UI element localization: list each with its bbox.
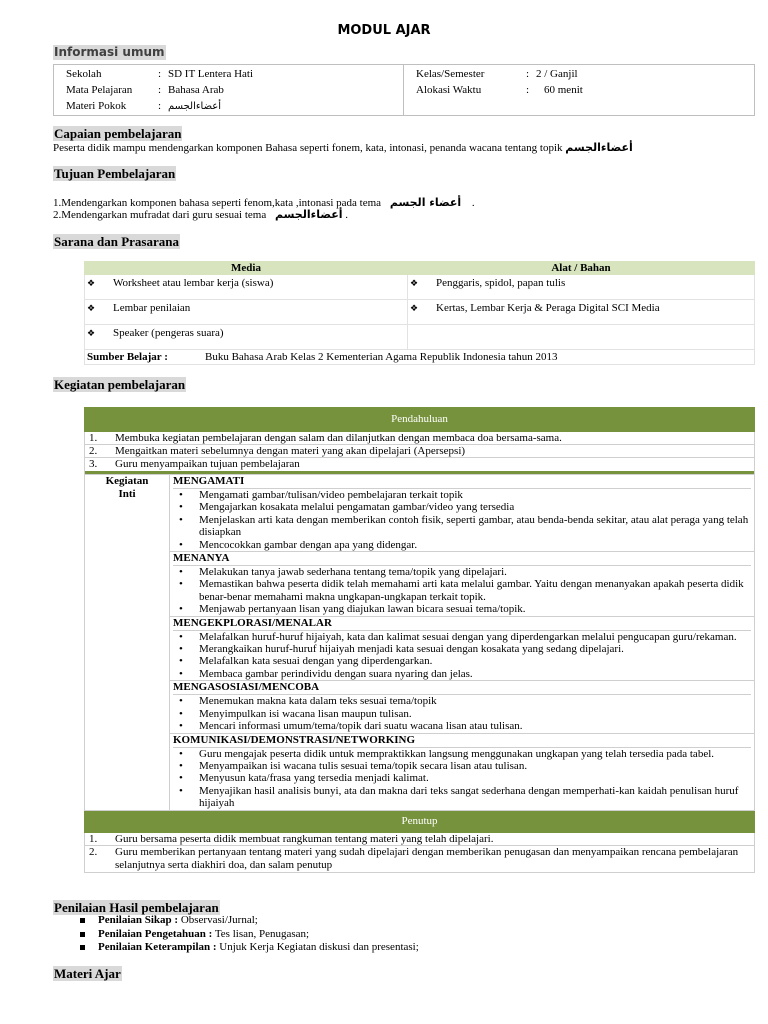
col-header-alat: Alat / Bahan: [408, 262, 755, 275]
diamond-bullet-icon: ❖: [410, 304, 419, 314]
inti-block-menanya: [170, 552, 754, 617]
tujuan-item-2: 2.Mendengarkan mufradat dari guru sesuai tema أعضاءالجسم .: [53, 208, 348, 221]
list-item: Penilaian Pengetahuan : Tes lisan, Penugasan;: [78, 928, 419, 942]
section-heading-capaian: Capaian pembelajaran: [54, 126, 182, 141]
list-item: 2. Mengaitkan materi sebelumnya dengan materi yang akan dipelajari (Apersepsi): [85, 445, 754, 458]
pendahuluan-list: [85, 432, 755, 475]
info-value-arabic: أعضاءالجسم: [168, 100, 222, 112]
alat-cell: [408, 325, 755, 350]
list-item: Penilaian Sikap : Observasi/Jurnal;: [78, 914, 419, 928]
sarana-table: [84, 261, 755, 365]
list-item: • Mencari informasi umum/tema/topik dari suatu wacana lisan atau tulisan.: [173, 720, 751, 732]
list-item: • Mencocokkan gambar dengan apa yang didengar.: [173, 539, 751, 551]
inti-subheading: MENGEKPLORASI/MENALAR: [173, 617, 751, 631]
inti-block-mengamati: [170, 475, 754, 552]
list-item: • Melafalkan huruf-huruf hijaiyah, kata dan kalimat sesuai dengan yang diperdengarkan melalui pengucapan guru/rekaman.: [173, 631, 751, 643]
sumber-belajar-row: Sumber Belajar : Buku Bahasa Arab Kelas 2 Kementerian Agama Republik Indonesia tahun 2013: [85, 350, 755, 365]
list-item: • Mengajarkan kosakata melalui pengamatan gambar/video yang tersedia: [173, 501, 751, 513]
list-item: • Guru mengajak peserta didik untuk mempraktikkan langsung menggunakan ungkapan yang telah tersedia pada tabel.: [173, 748, 751, 760]
section-heading-penilaian: Penilaian Hasil pembelajaran: [54, 900, 219, 915]
info-right-cell: [404, 65, 755, 116]
info-row-alokasi: Alokasi Waktu : 60 menit: [416, 83, 583, 96]
inti-subheading: MENGASOSIASI/MENCOBA: [173, 681, 751, 695]
list-item: • Memastikan bahwa peserta didik telah memahami arti kata melalui gambar. Yaitu dengan menanyakan apakah peserta didik benar-benar memahami makna ungkapan-ungkapan terkait topik.: [173, 578, 751, 603]
list-item: • Menyajikan hasil analisis bunyi, ata dan makna dari teks sangat sederhana dengan memperhati-kan kaidah penulisan huruf hijaiyah: [173, 785, 751, 810]
list-item: • Menyimpulkan isi wacana lisan maupun tulisan.: [173, 708, 751, 720]
list-item: • Menyusun kata/frasa yang tersedia menjadi kalimat.: [173, 772, 751, 784]
list-item: 2. Guru memberikan pertanyaan tentang materi yang sudah dipelajari dengan memberikan penugasan dan menyampaikan rencana pembelajaran selanjutnya serta diakhiri doa, dan salam penutup: [89, 845, 739, 871]
kegiatan-table: [84, 407, 755, 873]
diamond-bullet-icon: ❖: [87, 329, 96, 339]
list-item: 1. Guru bersama peserta didik membuat rangkuman tentang materi yang telah dipelajari.: [85, 833, 754, 846]
penilaian-list: [78, 914, 419, 955]
info-value: 2 / Ganjil: [536, 67, 578, 80]
band-pendahuluan: Pendahuluan: [85, 408, 755, 432]
section-heading-informasi: Informasi umum: [54, 45, 165, 59]
inti-block-mengasosiasi: [170, 681, 754, 733]
info-left-cell: [54, 65, 404, 116]
inti-subheading: KOMUNIKASI/DEMONSTRASI/NETWORKING: [173, 734, 751, 748]
list-item: 1. Membuka kegiatan pembelajaran dengan salam dan dilanjutkan dengan membaca doa bersama-sama.: [85, 432, 754, 445]
info-row-sekolah: Sekolah : SD IT Lentera Hati: [66, 67, 254, 80]
inti-content: [170, 475, 755, 811]
info-value: 60 menit: [544, 83, 583, 96]
list-item: • Melakukan tanya jawab sederhana tentang tema/topik yang dipelajari.: [173, 566, 751, 578]
section-heading-kegiatan: Kegiatan pembelajaran: [54, 377, 186, 392]
list-item: • Melafalkan kata sesuai dengan yang diperdengarkan.: [173, 655, 751, 667]
capaian-arabic: أعضاءالجسم: [565, 141, 633, 154]
list-item: • Menjelaskan arti kata dengan memberikan contoh fisik, seperti gambar, atau benda-benda sekitar, atau alat peraga yang telah disiapkan: [173, 514, 751, 539]
list-item: Penilaian Keterampilan : Unjuk Kerja Kegiatan diskusi dan presentasi;: [78, 941, 419, 955]
media-cell: ❖ Lembar penilaian: [85, 300, 408, 325]
media-cell: ❖ Worksheet atau lembar kerja (siswa): [85, 275, 408, 300]
inti-block-komunikasi: [170, 734, 754, 810]
section-heading-tujuan: Tujuan Pembelajaran: [54, 166, 176, 181]
inti-label: Kegiatan Inti: [85, 475, 170, 811]
info-row-kelas: Kelas/Semester : 2 / Ganjil: [416, 67, 578, 80]
col-header-media: Media: [85, 262, 408, 275]
penutup-list: [85, 832, 755, 872]
list-item: • Menjawab pertanyaan lisan yang diajukan lawan bicara sesuai tema/topik.: [173, 603, 751, 615]
page-title: MODUL AJAR: [337, 23, 431, 38]
section-heading-materi-ajar: Materi Ajar: [54, 966, 121, 981]
alat-cell: ❖ Penggaris, spidol, papan tulis: [408, 275, 755, 300]
info-value: Bahasa Arab: [168, 83, 224, 96]
info-table: [53, 64, 755, 116]
list-item: • Mengamati gambar/tulisan/video pembelajaran terkait topik: [173, 489, 751, 501]
tujuan-item-1: 1.Mendengarkan komponen bahasa seperti fenom,kata ,intonasi pada tema أعضاء الجسم .: [53, 196, 475, 209]
capaian-text: Peserta didik mampu mendengarkan komponen Bahasa seperti fonem, kata, intonasi, penanda wacana tentang topik أعضاءالجسم: [53, 141, 633, 154]
inti-subheading: MENGAMATI: [173, 475, 751, 489]
list-item: • Membaca gambar perindividu dengan suara nyaring dan jelas.: [173, 668, 751, 680]
list-item: 3. Guru menyampaikan tujuan pembelajaran: [89, 458, 300, 470]
section-heading-sarana: Sarana dan Prasarana: [54, 234, 179, 249]
info-row-materi: Materi Pokok : أعضاءالجسم: [66, 99, 222, 112]
diamond-bullet-icon: ❖: [87, 279, 96, 289]
info-row-mapel: Mata Pelajaran : Bahasa Arab: [66, 83, 224, 96]
list-item: • Menyampaikan isi wacana tulis sesuai tema/topik secara lisan atau tulisan.: [173, 760, 751, 772]
info-value: SD IT Lentera Hati: [168, 67, 254, 80]
diamond-bullet-icon: ❖: [87, 304, 96, 314]
alat-cell: ❖ Kertas, Lembar Kerja & Peraga Digital SCI Media: [408, 300, 755, 325]
list-item: • Merangkaikan huruf-huruf hijaiyah menjadi kata sesuai dengan kosakata yang sedang dipelajari.: [173, 643, 751, 655]
inti-block-mengeksplorasi: [170, 617, 754, 682]
band-penutup: Penutup: [85, 810, 755, 832]
media-cell: ❖ Speaker (pengeras suara): [85, 325, 408, 350]
list-item: • Menemukan makna kata dalam teks sesuai tema/topik: [173, 695, 751, 707]
diamond-bullet-icon: ❖: [410, 279, 419, 289]
inti-subheading: MENANYA: [173, 552, 751, 566]
